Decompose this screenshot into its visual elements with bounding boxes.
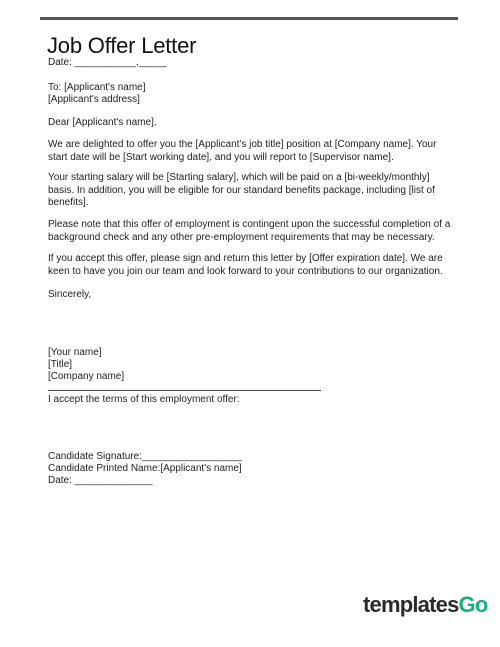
candidate-signature-line: Candidate Signature:__________________	[48, 451, 243, 462]
salutation: Dear [Applicant's name],	[48, 117, 157, 128]
document-title: Job Offer Letter	[47, 33, 197, 58]
top-rule	[40, 17, 458, 20]
candidate-printed-name-line: Candidate Printed Name:[Applicant's name]	[48, 463, 242, 474]
sender-company: [Company name]	[48, 371, 125, 382]
acceptance-text: I accept the terms of this employment offer:	[48, 394, 240, 405]
logo-text-templates: templates	[363, 592, 459, 617]
date-line: Date: ___________,_____	[48, 57, 167, 68]
sender-name: [Your name]	[48, 347, 102, 358]
recipient-name-line: To: [Applicant's name]	[48, 82, 146, 93]
closing: Sincerely,	[48, 289, 92, 300]
paragraph-salary: Your starting salary will be [Starting salary], which will be paid on a [bi-weekly/monthly] basis. In addition, you will be eligible for our standard benefits package, including [list of benefits].	[48, 172, 435, 208]
recipient-address-line: [Applicant's address]	[48, 94, 140, 105]
paragraph-conditions: Please note that this offer of employment is contingent upon the successful completion of a background check and any other pre-employment requirements that may be necessary.	[48, 219, 451, 243]
logo-text-go: Go	[458, 592, 488, 617]
sender-title: [Title]	[48, 359, 73, 370]
candidate-date-line: Date: ______________	[48, 475, 153, 486]
signature-rule	[48, 390, 321, 391]
templatesgo-logo	[363, 592, 487, 618]
paragraph-acceptance: If you accept this offer, please sign and return this letter by [Offer expiration date]. We are keen to have you join our team and look forward to your contributions to our organization.	[48, 253, 443, 277]
paragraph-offer: We are delighted to offer you the [Applicant's job title] position at [Company name]. Your start date will be [Start working date], and you will report to [Supervisor name].	[48, 139, 437, 163]
